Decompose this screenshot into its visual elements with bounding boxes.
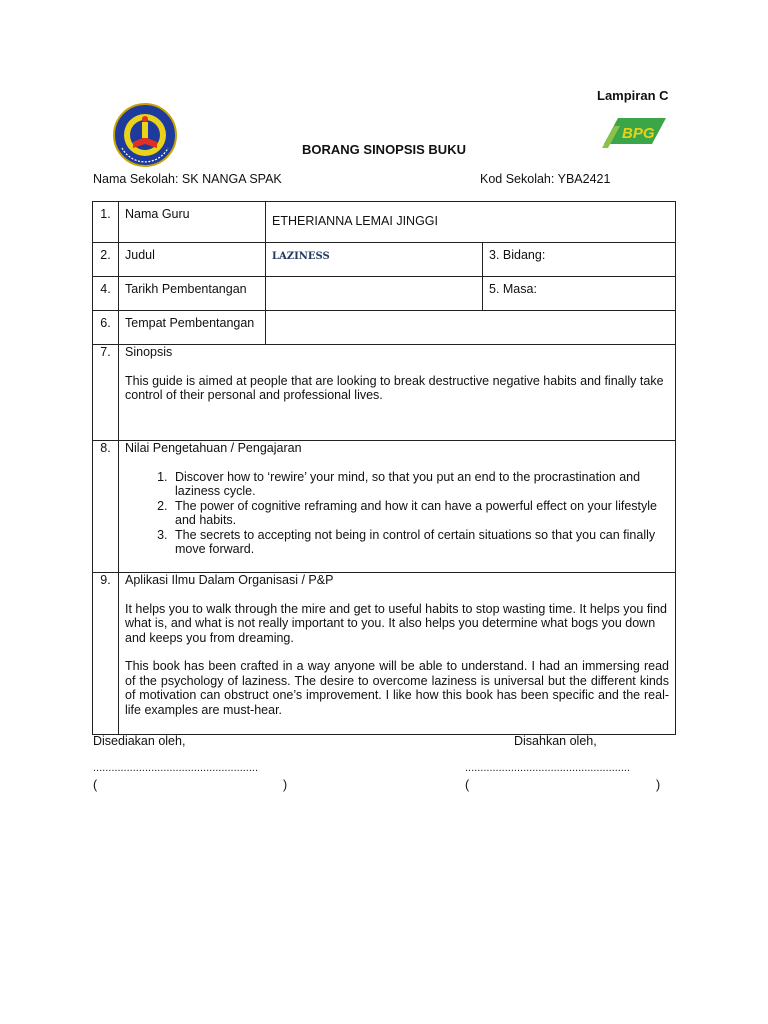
- values-cell: [119, 441, 676, 573]
- field-label: Judul: [119, 243, 266, 277]
- name-bracket-open: (: [465, 778, 470, 792]
- name-bracket-close: ): [283, 778, 288, 792]
- row-application: [93, 573, 676, 735]
- row-number: 9.: [93, 573, 119, 735]
- row-number: 1.: [93, 202, 119, 243]
- bpg-logo-text: BPG: [622, 125, 655, 142]
- row-number: 6.: [93, 311, 119, 345]
- approved-by-label: Disahkan oleh,: [514, 734, 597, 748]
- name-bracket-close: ): [656, 778, 661, 792]
- appendix-label: Lampiran C: [597, 88, 669, 103]
- book-title-value[interactable]: [266, 243, 483, 277]
- presentation-venue-value[interactable]: [266, 311, 676, 345]
- values-list: [125, 470, 669, 557]
- row-synopsis: [93, 345, 676, 441]
- application-cell: [119, 573, 676, 735]
- teacher-name-value[interactable]: ETHERIANNA LEMAI JINGGI: [266, 202, 676, 243]
- school-name: Nama Sekolah: SK NANGA SPAK: [93, 172, 282, 186]
- row-number: 7.: [93, 345, 119, 441]
- ministry-logo-icon: [112, 102, 178, 168]
- school-code: Kod Sekolah: YBA2421: [480, 172, 611, 186]
- synopsis-table: [92, 201, 676, 735]
- prepared-by-label: Disediakan oleh,: [93, 734, 186, 748]
- list-item: 1. Discover how to ‘rewire’ your mind, so that you put an end to the procrastination and laziness cycle.: [171, 470, 669, 499]
- row-title: [93, 243, 676, 277]
- row-venue: [93, 311, 676, 345]
- application-paragraph: It helps you to walk through the mire and get to useful habits to stop wasting time. It helps you find what is, and what is not really important to you. It also helps you determine what bogs you down and keeps you from dreaming.: [125, 601, 667, 645]
- list-item: 2. The power of cognitive reframing and how it can have a powerful effect on your lifestyle and habits.: [171, 499, 669, 528]
- presentation-date-value[interactable]: [266, 277, 483, 311]
- section-label: Nilai Pengetahuan / Pengajaran: [125, 441, 302, 455]
- row-number: 2.: [93, 243, 119, 277]
- application-paragraph: This book has been crafted in a way anyone will be able to understand. I had an immersing read of the psychology of laziness. The desire to overcome laziness is universal but the different kinds of motivation can obstruct one’s improvement. I like how this book has been specific and the real-life examples are must-hear.: [125, 659, 670, 717]
- synopsis-text: This guide is aimed at people that are looking to break destructive negative habits and finally take control of their personal and professional lives.: [125, 373, 664, 402]
- field-label: Nama Guru: [119, 202, 266, 243]
- field-label: Tarikh Pembentangan: [119, 277, 266, 311]
- synopsis-cell: [119, 345, 676, 441]
- signature-line-right[interactable]: ......................................................: [465, 762, 631, 774]
- row-values: [93, 441, 676, 573]
- row-number: 4.: [93, 277, 119, 311]
- row-number: 8.: [93, 441, 119, 573]
- section-label: Aplikasi Ilmu Dalam Organisasi / P&P: [125, 573, 334, 587]
- row-teacher-name: [93, 202, 676, 243]
- section-label: Sinopsis: [125, 345, 173, 359]
- form-title: BORANG SINOPSIS BUKU: [302, 142, 466, 157]
- name-bracket-open: (: [93, 778, 98, 792]
- field-bidang[interactable]: 3. Bidang:: [483, 243, 676, 277]
- book-title-text: LAZINESS: [272, 251, 330, 262]
- field-label: Tempat Pembentangan: [119, 311, 266, 345]
- list-item: 3. The secrets to accepting not being in control of certain situations so that you can finally move forward.: [171, 528, 669, 557]
- signature-line-left[interactable]: ......................................................: [93, 762, 259, 774]
- row-date: [93, 277, 676, 311]
- field-masa[interactable]: 5. Masa:: [483, 277, 676, 311]
